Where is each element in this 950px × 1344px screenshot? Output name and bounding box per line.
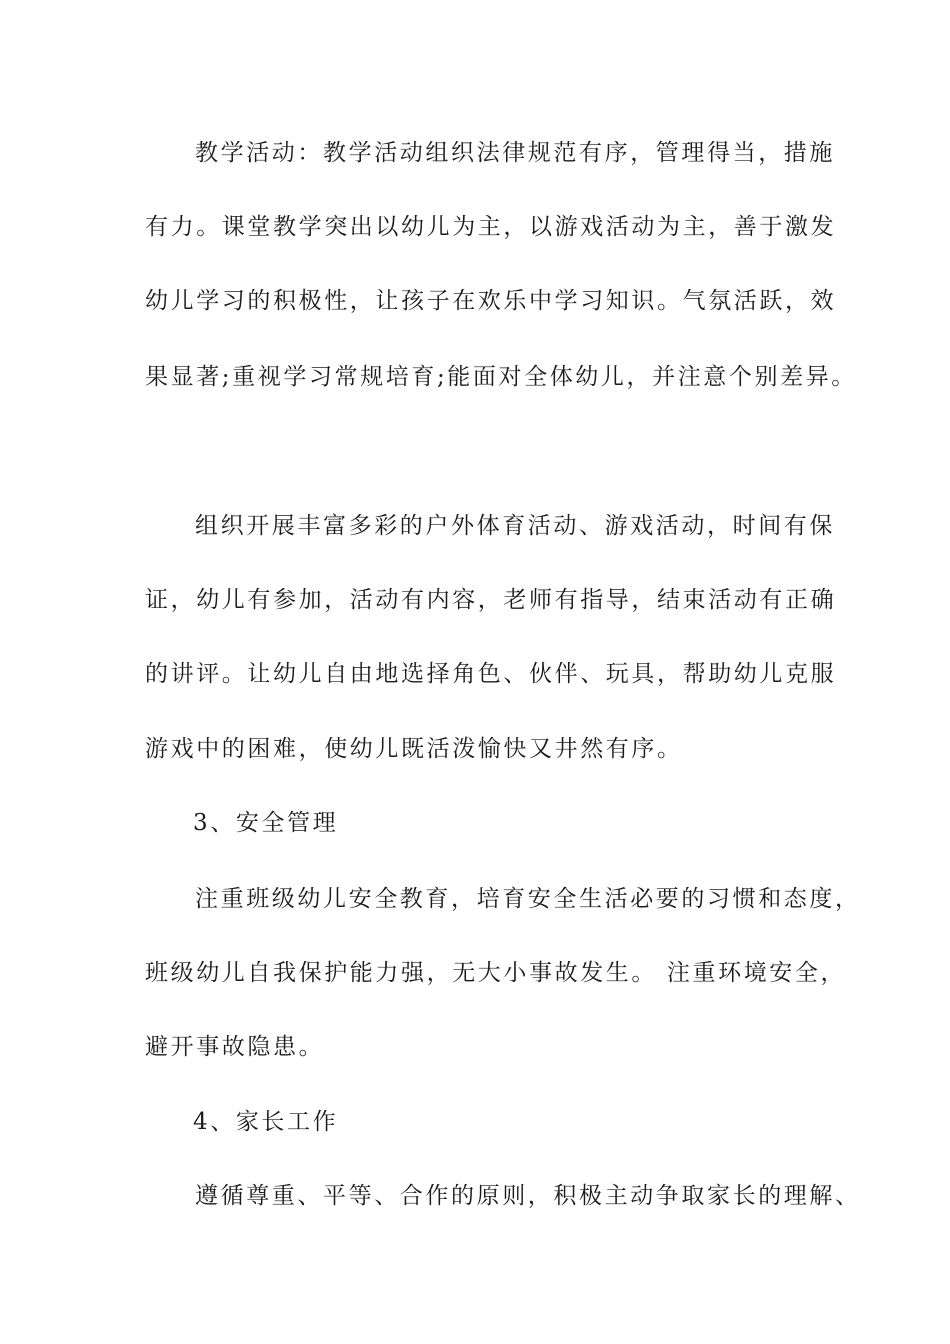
- paragraph-4-line-1: 遵循尊重、平等、合作的原则，积极主动争取家长的理解、: [195, 1183, 861, 1209]
- section-heading-parents: 4、家长工作: [193, 1109, 339, 1135]
- paragraph-2-line-4: 游戏中的困难，使幼儿既活泼愉快又井然有序。: [145, 736, 683, 762]
- paragraph-3-line-3: 避开事故隐患。: [145, 1034, 325, 1060]
- paragraph-1-line-2: 有力。课堂教学突出以幼儿为主，以游戏活动为主，善于激发: [145, 214, 837, 240]
- paragraph-2-line-1: 组织开展丰富多彩的户外体育活动、游戏活动，时间有保: [195, 513, 835, 539]
- paragraph-3-line-1: 注重班级幼儿安全教育，培育安全生活必要的习惯和态度，: [195, 886, 861, 912]
- paragraph-1-line-4: 果显著;重视学习常规培育;能面对全体幼儿，并注意个别差异。: [145, 364, 857, 390]
- paragraph-3-line-2: 班级幼儿自我保护能力强，无大小事故发生。 注重环境安全，: [145, 960, 847, 986]
- section-heading-safety: 3、安全管理: [193, 810, 339, 836]
- paragraph-1-line-3: 幼儿学习的积极性，让孩子在欢乐中学习知识。气氛活跃，效: [145, 288, 837, 314]
- paragraph-2-line-2: 证，幼儿有参加，活动有内容，老师有指导，结束活动有正确: [145, 587, 837, 613]
- paragraph-2-line-3: 的讲评。让幼儿自由地选择角色、伙伴、玩具，帮助幼儿克服: [145, 661, 837, 687]
- paragraph-1-line-1: 教学活动：教学活动组织法律规范有序，管理得当，措施: [195, 140, 835, 166]
